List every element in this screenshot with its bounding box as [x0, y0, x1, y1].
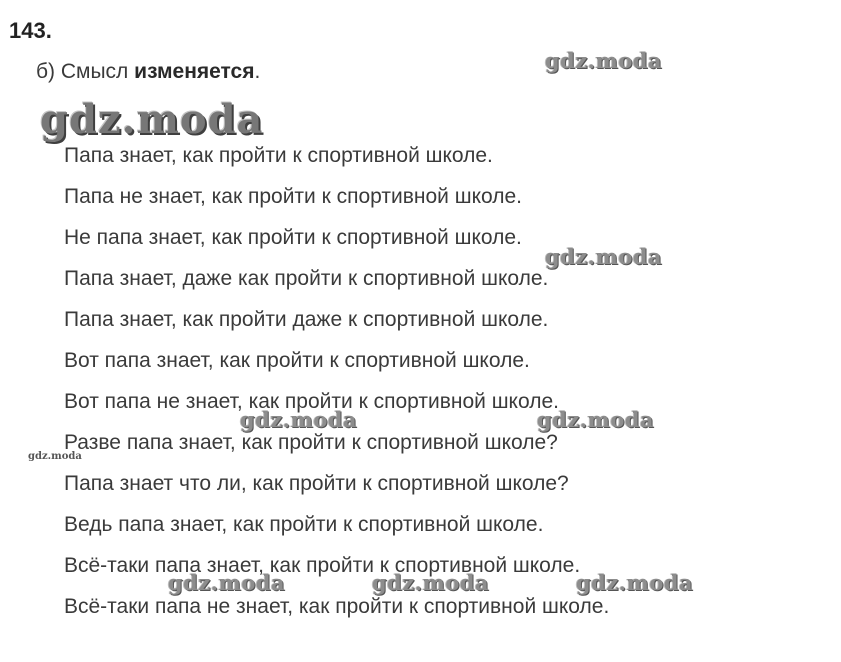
answer-heading-prefix: б) Смысл	[36, 60, 129, 83]
task-number: 143.	[9, 18, 52, 43]
sentence: Папа знает, как пройти даже к спортивной школе.	[64, 308, 549, 331]
sentence: Папа не знает, как пройти к спортивной школе.	[64, 185, 523, 208]
sentence: Не папа знает, как пройти к спортивной школе.	[64, 226, 522, 249]
sentence: Вот папа знает, как пройти к спортивной школе.	[64, 349, 530, 372]
sentence: Папа знает, даже как пройти к спортивной школе.	[64, 267, 549, 290]
watermark-large: gdz.moda	[40, 96, 264, 143]
sentence: Папа знает что ли, как пройти к спортивной школе?	[64, 472, 569, 495]
sentence: Разве папа знает, как пройти к спортивной школе?	[64, 431, 558, 454]
watermark: gdz.moda	[545, 244, 663, 269]
sentence: Всё-таки папа не знает, как пройти к спортивной школе.	[64, 595, 610, 618]
watermark: gdz.moda	[372, 570, 490, 595]
watermark: gdz.moda	[168, 570, 286, 595]
watermark: gdz.moda	[240, 407, 358, 432]
answer-heading	[36, 58, 260, 86]
answer-heading-bold: изменяется	[134, 60, 255, 83]
sentence-list	[64, 142, 609, 634]
watermark: gdz.moda	[537, 407, 655, 432]
sentence: Папа знает, как пройти к спортивной школе.	[64, 144, 493, 167]
sentence: Всё-таки папа знает, как пройти к спортивной школе.	[64, 554, 581, 577]
answer-heading-suffix: .	[254, 60, 261, 83]
watermark: gdz.moda	[545, 48, 663, 73]
watermark: gdz.moda	[576, 570, 694, 595]
sentence: Вот папа не знает, как пройти к спортивной школе.	[64, 390, 559, 413]
sentence: Ведь папа знает, как пройти к спортивной школе.	[64, 513, 544, 536]
watermark-small: gdz.moda	[28, 451, 82, 462]
